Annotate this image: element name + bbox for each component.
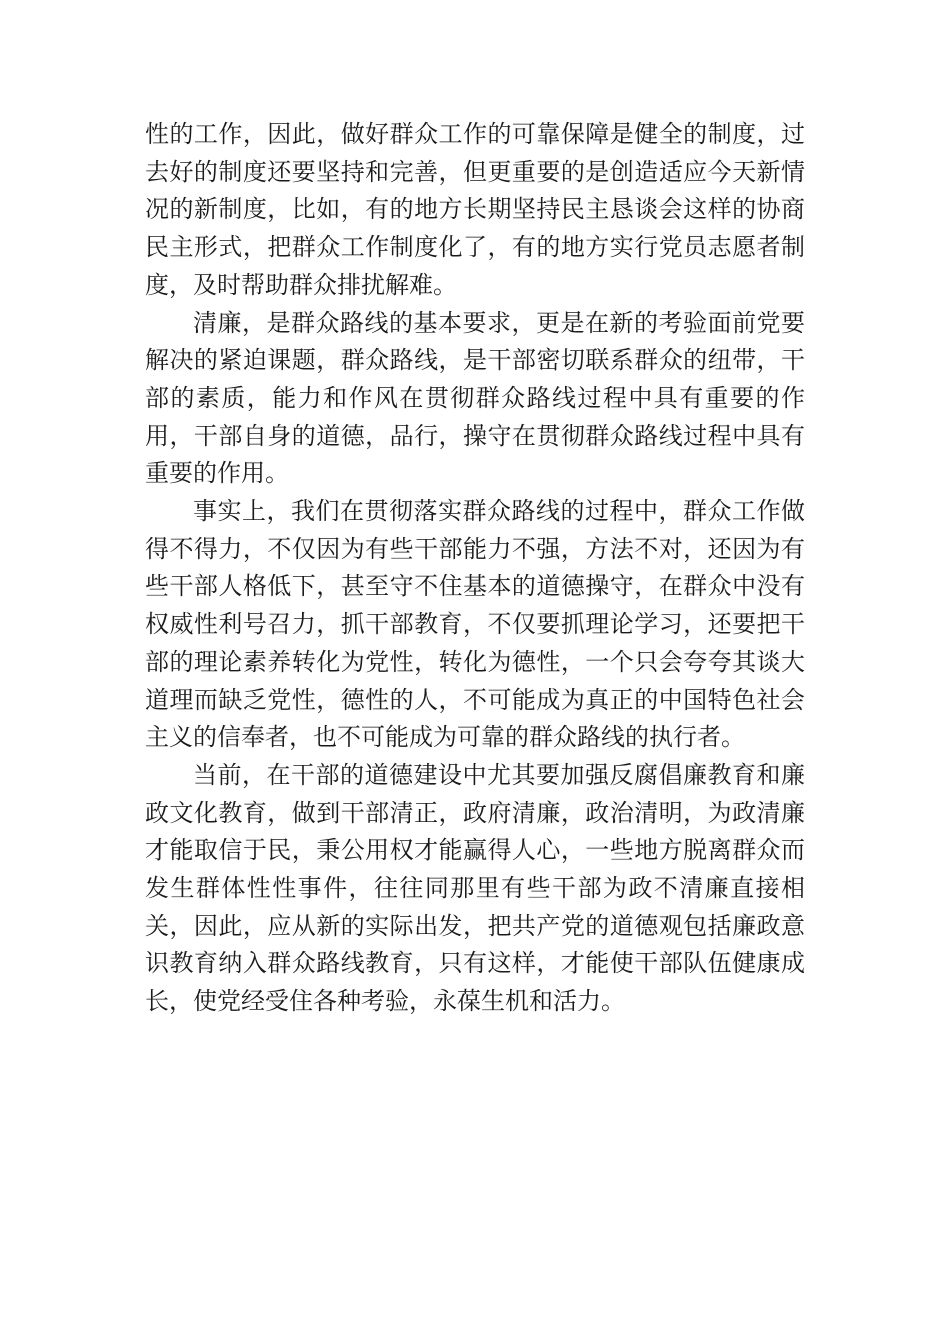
paragraph-2: 清廉，是群众路线的基本要求，更是在新的考验面前党要解决的紧迫课题，群众路线，是干部密切联系群众的纽带，干部的素质，能力和作风在贯彻群众路线过程中具有重要的作用，干部自身的道德，品行，操守在贯彻群众路线过程中具有重要的作用。	[145, 308, 805, 488]
paragraph-4: 当前，在干部的道德建设中尤其要加强反腐倡廉教育和廉政文化教育，做到干部清正，政府清廉，政治清明，为政清廉才能取信于民，秉公用权才能赢得人心，一些地方脱离群众而发生群体性性事件，往往同那里有些干部为政不清廉直接相关，因此，应从新的实际出发，把共产党的道德观包括廉政意识教育纳入群众路线教育，只有这样，才能使干部队伍健康成长，使党经受住各种考验，永葆生机和活力。	[145, 760, 805, 1016]
document-body	[145, 116, 805, 1021]
paragraph-3: 事实上，我们在贯彻落实群众路线的过程中，群众工作做得不得力，不仅因为有些干部能力不强，方法不对，还因为有些干部人格低下，甚至守不住基本的道德操守，在群众中没有权威性利号召力，抓干部教育，不仅要抓理论学习，还要把干部的理论素养转化为党性，转化为德性，一个只会夸夸其谈大道理而缺乏党性，德性的人，不可能成为真正的中国特色社会主义的信奉者，也不可能成为可靠的群众路线的执行者。	[145, 497, 805, 752]
paragraph-1: 性的工作，因此，做好群众工作的可靠保障是健全的制度，过去好的制度还要坚持和完善，但更重要的是创造适应今天新情况的新制度，比如，有的地方长期坚持民主恳谈会这样的协商民主形式，把群众工作制度化了，有的地方实行党员志愿者制度，及时帮助群众排扰解难。	[145, 120, 805, 299]
